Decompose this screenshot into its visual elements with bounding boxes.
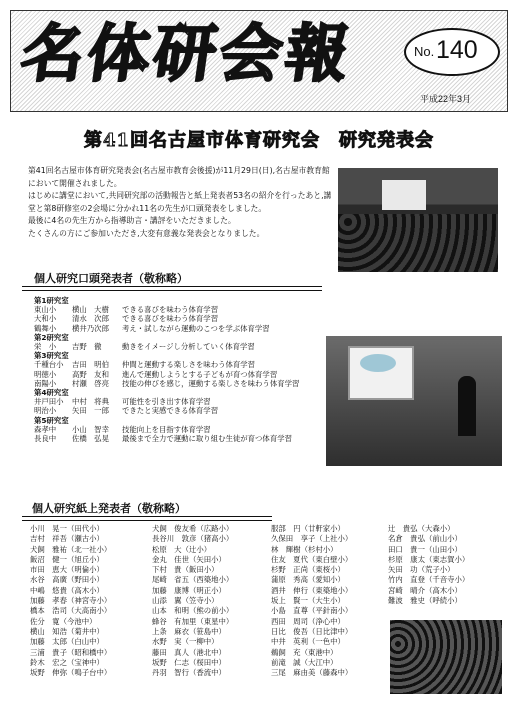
presenter-row: [34, 379, 334, 388]
presenter-topic: 仲間と運動する楽しさを味わう体育学習: [122, 360, 256, 370]
presenter-school: 鶴舞小: [34, 323, 57, 333]
paper-presenter: 丹羽 智行（香流中）: [152, 668, 226, 678]
presenter-school: 井戸田小: [34, 397, 64, 407]
presenter-school: 東山小: [34, 305, 57, 315]
presenter-topic: 動きをイメージし分析していく体育学習: [122, 342, 255, 352]
paper-presenter: 前滝 誠（大江中）: [271, 657, 338, 667]
paper-presenter: 杉原 康太（東志賀小）: [388, 554, 470, 564]
paper-presenter: 宮崎 晴介（高木小）: [388, 585, 462, 595]
presenter-topic: 技能向上を目指す体育学習: [122, 424, 211, 434]
divider: [22, 516, 272, 521]
presenter-row: [34, 370, 334, 379]
photo-screen: [382, 180, 426, 210]
presenter-row: [34, 314, 334, 323]
presenter-name: 清水 次郎: [72, 314, 109, 324]
presenter-school: 明徳小: [34, 369, 57, 379]
presenter-topic: 技能の伸びを感じ，運動する楽しさを味わう体育学習: [122, 378, 300, 388]
presenter-row: [34, 342, 334, 351]
paper-presenter: 加藤 孝春（神宮寺小）: [30, 596, 112, 606]
divider: [22, 286, 322, 291]
paper-presenter: 加藤 太郎（白山中）: [30, 637, 104, 647]
presenter-name: 矢田 一郎: [72, 406, 109, 416]
paper-presenter: 住友 夏代（東白壁小）: [271, 554, 353, 564]
paper-presenter: 市田 恵大（明倫小）: [30, 565, 104, 575]
paper-presenter: 鈴木 宏之（宝神中）: [30, 657, 104, 667]
paper-presenter: 竹内 直登（千音寺小）: [388, 575, 470, 585]
presenter-name: 横山 大樹: [72, 305, 109, 315]
paper-presenter: 坂上 賢一（大生小）: [271, 596, 345, 606]
presenter-name: 高野 友和: [72, 369, 109, 379]
paper-presenter: 難波 雅史（呼続小）: [388, 596, 462, 606]
room-title: 第2研究室: [34, 332, 69, 342]
paper-presenter: 小島 直尊（平針南小）: [271, 606, 353, 616]
presenter-row: [34, 425, 334, 434]
paper-presenter: 橋本 浩司（大高南小）: [30, 606, 112, 616]
presenter-row: [34, 397, 334, 406]
paper-presenter: 横山 知浩（菊井中）: [30, 626, 104, 636]
photo-audience: [338, 214, 498, 272]
intro-paragraph: はじめに講堂において,共同研究部の活動報告と紙上発表者53名の紹介を行ったあと,講堂と第8研修室の2会場に分かれ11名の先生が口頭発表をしました。: [28, 191, 332, 213]
event-photo-hall: [338, 168, 498, 272]
paper-presenter: 名倉 貴弘（前山小）: [388, 534, 462, 544]
presenter-school: 長良中: [34, 434, 57, 444]
paper-presenter: 西田 周司（浄心中）: [271, 616, 345, 626]
paper-presenter: 藤田 真人（港北中）: [152, 647, 226, 657]
paper-column: [152, 524, 233, 678]
presenter-name: 小山 智幸: [72, 424, 109, 434]
paper-presenter: 辻 貴弘（大森小）: [388, 524, 455, 533]
presenter-topic: 考え・試しながら運動のこつを学ぶ体育学習: [122, 323, 270, 333]
presenter-school: 千種台小: [34, 360, 64, 370]
paper-presenter: 三尾 麻由美（藤森中）: [271, 668, 353, 678]
paper-presenter: 久保田 享子（上社小）: [271, 534, 353, 544]
presenter-name: 横井乃次郎: [72, 323, 109, 333]
paper-presenter: 三浦 貴子（昭和橋中）: [30, 647, 112, 657]
paper-presenter: 飯沼 健一（旭丘小）: [30, 554, 104, 564]
oral-section-title: 個人研究口頭発表者（敬称略）: [34, 272, 188, 285]
issue-number: 140: [436, 36, 478, 64]
room-title: 第4研究室: [34, 388, 69, 398]
issue-date: 平成22年3月: [420, 94, 472, 104]
paper-presenter: 田口 貴一（山田小）: [388, 544, 462, 554]
paper-presenter: 蜂谷 有加里（東星中）: [152, 616, 234, 626]
issue-label: No.: [414, 44, 435, 59]
presenter-school: 大和小: [34, 314, 57, 324]
paper-presenter: 金丸 佳世（矢田小）: [152, 554, 226, 564]
presenter-topic: 進んで運動しようとする子どもが育つ体育学習: [122, 369, 278, 379]
headline: 第41回名古屋市体育研究会 研究発表会: [83, 130, 435, 151]
paper-presenter: 矢田 功（荒子小）: [388, 565, 455, 575]
photo-presenter: [458, 376, 476, 436]
paper-presenter: 松原 大（辻小）: [152, 544, 212, 554]
paper-presenter: 中嶋 悠貴（高木小）: [30, 585, 104, 595]
presenter-topic: できる喜びを味わう体育学習: [122, 314, 219, 324]
paper-presenter: 酒井 伸行（東築地小）: [271, 585, 353, 595]
paper-presenter: 犬飼 雅祐（北一社小）: [30, 544, 112, 554]
paper-presenter: 服部 円（廿軒家小）: [271, 524, 345, 533]
room-title: 第1研究室: [34, 296, 69, 305]
presenter-row: [34, 406, 334, 415]
paper-presenter: 林 輝樹（杉村小）: [271, 544, 338, 554]
masthead-title: 名体研会報: [16, 17, 358, 90]
paper-presenter: 小川 晃一（田代小）: [30, 524, 104, 533]
presenter-school: 栄 小: [34, 342, 57, 352]
paper-column: [271, 524, 352, 678]
presenter-topic: 可能性を引き出す体育学習: [122, 397, 211, 407]
paper-presenter: 尾崎 省五（西築地小）: [152, 575, 234, 585]
paper-column: [30, 524, 111, 678]
intro-text: [28, 165, 333, 240]
paper-presenter: 佐分 寛（今池中）: [30, 616, 97, 626]
paper-column: [388, 524, 469, 606]
paper-presenter: 山添 翼（笠寺小）: [152, 596, 219, 606]
presenter-school: 森孝中: [34, 424, 57, 434]
paper-presenter: 坂野 伸弥（鳴子台中）: [30, 668, 112, 678]
room-title: 第5研究室: [34, 415, 69, 425]
presenter-school: 明治小: [34, 406, 57, 416]
paper-presenter: 犬飼 俊友希（広路小）: [152, 524, 234, 533]
paper-presenter: 水野 実（一柳中）: [152, 637, 219, 647]
paper-presenter: 上条 麻衣（笹島中）: [152, 626, 226, 636]
intro-paragraph: 第41回名古屋市体育研究発表会(名古屋市教育会後援)が11月29日(日),名古屋市教育館において開催されました。: [28, 166, 330, 188]
presenter-row: [34, 305, 334, 314]
paper-presenter: 加藤 康博（明正小）: [152, 585, 226, 595]
presenter-topic: できる喜びを味わう体育学習: [122, 305, 219, 315]
paper-presenter: 山本 和明（熊の前小）: [152, 606, 234, 616]
intro-paragraph: 最後に4名の先生方から指導助言・講評をいただきました。: [28, 216, 236, 225]
paper-presenter: 鵜飼 充（東港中）: [271, 647, 338, 657]
paper-presenter: 杉野 正尚（東桜小）: [271, 565, 345, 575]
paper-presenter: 吉村 祥吾（瀬古小）: [30, 534, 104, 544]
paper-presenter: 長谷川 敦彦（猪高小）: [152, 534, 234, 544]
paper-presenter: 蒲原 秀高（愛知小）: [271, 575, 345, 585]
paper-presenter: 下村 貴（飯田小）: [152, 565, 219, 575]
intro-paragraph: たくさんの方にご参加いただき,大変有意義な発表会となりました。: [28, 228, 265, 238]
paper-presenter: 坂野 仁志（桜田中）: [152, 657, 226, 667]
presenter-name: 佐橋 弘晃: [72, 434, 109, 444]
event-photo-presentation: [326, 336, 502, 466]
presenter-name: 吉野 徹: [72, 342, 102, 352]
paper-presenter: 日比 俊吾（日比津中）: [271, 626, 353, 636]
paper-section-title: 個人研究紙上発表者（敬称略）: [32, 502, 186, 515]
event-photo-audience: [390, 620, 502, 694]
oral-list: [34, 296, 334, 443]
presenter-topic: できたと実感できる体育学習: [122, 406, 219, 416]
presenter-name: 村瀬 啓亮: [72, 378, 109, 388]
room-title: 第3研究室: [34, 351, 69, 361]
presenter-topic: 最後まで全力で運動に取り組む生徒が育つ体育学習: [122, 434, 292, 444]
presenter-row: [34, 434, 334, 443]
presenter-row: [34, 360, 334, 369]
paper-presenter: 水谷 高廣（野田小）: [30, 575, 104, 585]
presenter-row: [34, 324, 334, 333]
presenter-name: 吉田 明伯: [72, 360, 109, 370]
photo-slide-graphic: [360, 354, 396, 372]
presenter-name: 中村 将典: [72, 397, 109, 407]
presenter-school: 南陽小: [34, 378, 57, 388]
paper-presenter: 中井 英利（一色中）: [271, 637, 345, 647]
